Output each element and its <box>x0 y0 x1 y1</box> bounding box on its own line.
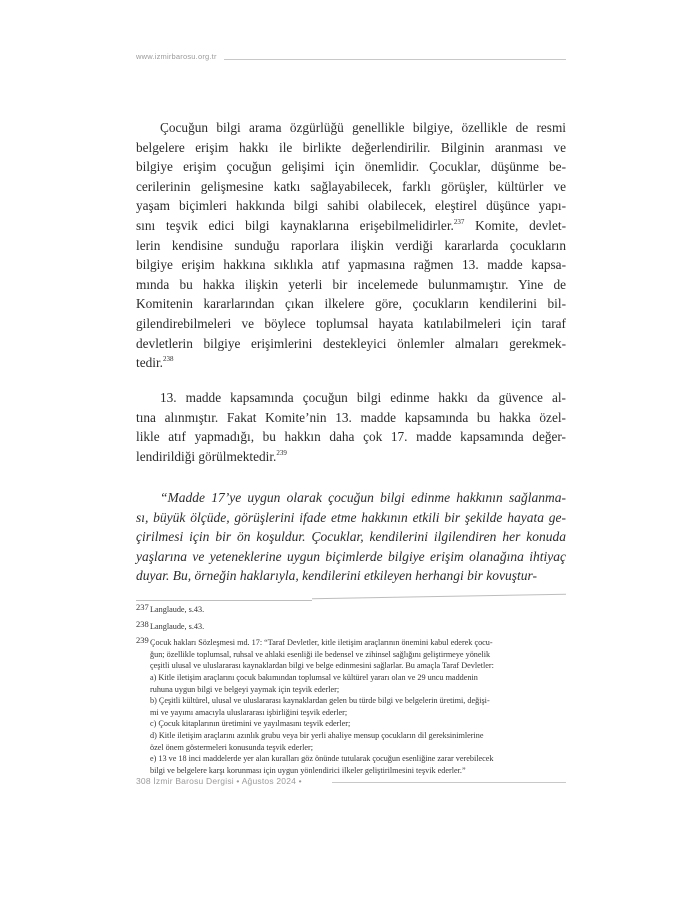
footnote-text-line: Çocuk hakları Sözleşmesi md. 17: “Taraf Devletler, kitle iletişim araçlarının önemini kabul ederek çocu- <box>150 638 493 648</box>
running-header <box>136 52 566 66</box>
footnotes <box>136 604 566 781</box>
text-line: likle atıf yapmadığı, bu hakkın daha çok 17. madde kapsamında değer- <box>136 429 566 445</box>
footnote-number: 239 <box>136 635 149 646</box>
text-line: tına alınmıştır. Fakat Komite’nin 13. madde kapsamında bu hakka özel- <box>136 409 566 425</box>
text-line: bilgiye erişim çocuğun gelişimi için önemlidir. Çocuklar, düşünme be- <box>136 159 566 175</box>
block-quote <box>136 488 566 586</box>
footnote-text-line: a) Kitle iletişim araçlarını çocuk bakımından toplumsal ve kültürel yararı olan ve 29 uncu maddenin <box>150 672 478 682</box>
footnote-text-line: d) Kitle iletişim araçlarını azınlık grubu veya bir yerli ahaliye mensup çocukların dil gereksinimlerine <box>150 730 484 740</box>
text-line: Komitenin kararlarından çıkan ilkelere göre, çocukların kendilerini bil- <box>136 296 566 312</box>
footnote-text-line: mi ve yayımı amacıyla uluslararası işbirliğini teşvik ederler; <box>150 707 348 717</box>
header-url: www.izmirbarosu.org.tr <box>136 52 217 61</box>
text-line: Çocuğun bilgi arama özgürlüğü genellikle bilgiye, özellikle de resmi <box>160 120 566 135</box>
running-footer <box>136 776 566 790</box>
footer-text: 308 İzmir Barosu Dergisi • Ağustos 2024 • <box>136 776 302 786</box>
header-rule <box>224 59 566 60</box>
text-line: bilgiye erişim hakkına sıklıkla atıf yapmasına rağmen 13. madde kapsa- <box>136 257 566 273</box>
text-line: mında bu hakka ilişkin yeterli bir incelemede bulunmamıştır. Yine de <box>136 276 566 292</box>
text-line: yaşam biçimleri hakkında bilgi sahibi olabilecek, eleştirel düşünce yapı- <box>136 198 566 214</box>
footer-rule <box>332 782 566 783</box>
footnote-reference[interactable]: 239 <box>276 448 287 457</box>
footnote-text-line: çeşitli ulusal ve uluslararası kaynaklardan bilgi ve belge edinmesini sağlarlar. Bu amaçla Taraf Devletler: <box>150 661 494 671</box>
text-line: çirilmesi için bir ön koşuldur. Çocuklar, kendilerini ilgilendiren her konuda <box>136 529 566 545</box>
text-line: belgelere erişim hakkı ile birlikte değerlendirilir. Bilginin aranması ve <box>136 139 566 155</box>
text-line: lerin kendisine sunduğu raporlara ilişkin verdiği kararlarda çocukların <box>136 237 566 253</box>
text-line: sı, büyük ölçüde, görüşlerini ifade etme hakkının etkili bir şekilde hayata ge- <box>136 509 566 525</box>
text-line: cerilerinin gelişmesine katkı sağlayabilecek, farklı görüşler, kültürler ve <box>136 178 566 194</box>
footnote-text-line: ğun; özellikle toplumsal, ruhsal ve ahlaki esenliği ile bedensel ve zihinsel sağlığını geliştirmeye yönelik <box>150 649 491 659</box>
text-line: devletlerin bilgiye erişimlerini destekleyici önlemler almaları gerekmek- <box>136 335 566 351</box>
text-line: lendirildiği görülmektedir.$^{239}$ <box>136 448 287 464</box>
footnote-text-line: Langlaude, s.43. <box>150 605 205 614</box>
text-line: duyar. Bu, örneğin haklarıyla, kendilerini etkileyen herhangi bir kovuştur- <box>136 568 538 584</box>
footnote-item <box>136 637 566 776</box>
footnote-item <box>136 604 566 616</box>
text-line: gilendirebilmeleri ve böylece toplumsal hayata katılabilmeleri için taraf <box>136 315 566 331</box>
text-line: sını teşvik edici bilgi kaynaklarına erişebilmelidirler.$^{237}$ Komite, devlet- <box>136 217 566 233</box>
footnote-number: 238 <box>136 618 149 629</box>
paragraph-1 <box>136 118 566 373</box>
footnote-text-line: c) Çocuk kitaplarının üretimini ve yayılmasını teşvik ederler; <box>150 719 351 729</box>
footnote-item <box>136 618 566 633</box>
footnote-reference[interactable]: 238 <box>162 355 174 364</box>
text-line: tedir.$^{238}$ <box>136 355 174 371</box>
footnote-text-line: b) Çeşitli kültürel, ulusal ve uluslararası kaynaklardan gelen bu türde bilgi ve belgelerin üretimi, değişi- <box>150 696 490 706</box>
footnote-text-line: özel önem göstermeleri konusunda teşvik ederler; <box>150 742 314 752</box>
footnote-text-line: ruhuna uygun bilgi ve belgeyi yaymak için teşvik ederler; <box>150 684 340 694</box>
footnote-reference[interactable]: 237 <box>453 217 465 226</box>
footnote-text-line: e) 13 ve 18 inci maddelerde yer alan kuralları göz önünde tutularak çocuğun esenliğine zarar verebilecek <box>150 754 494 764</box>
paragraph-2 <box>136 388 566 466</box>
footnote-number: 237 <box>136 602 149 612</box>
footnote-text-line: Langlaude, s.43. <box>150 621 205 631</box>
text-line: “Madde 17’ye uygun olarak çocuğun bilgi edinme hakkının sağlanma- <box>160 490 566 505</box>
text-line: yaşlarına ve yeteneklerine uygun biçimlerde bilgiye erişim olanağına ihtiyaç <box>136 548 566 564</box>
text-line: 13. madde kapsamında çocuğun bilgi edinme hakkı da güvence al- <box>160 390 566 405</box>
footnote-text-line: bilgi ve belgelere karşı korunması için uygun yönlendirici ilkeler geliştirilmesini teşvik ederler.” <box>150 765 466 775</box>
